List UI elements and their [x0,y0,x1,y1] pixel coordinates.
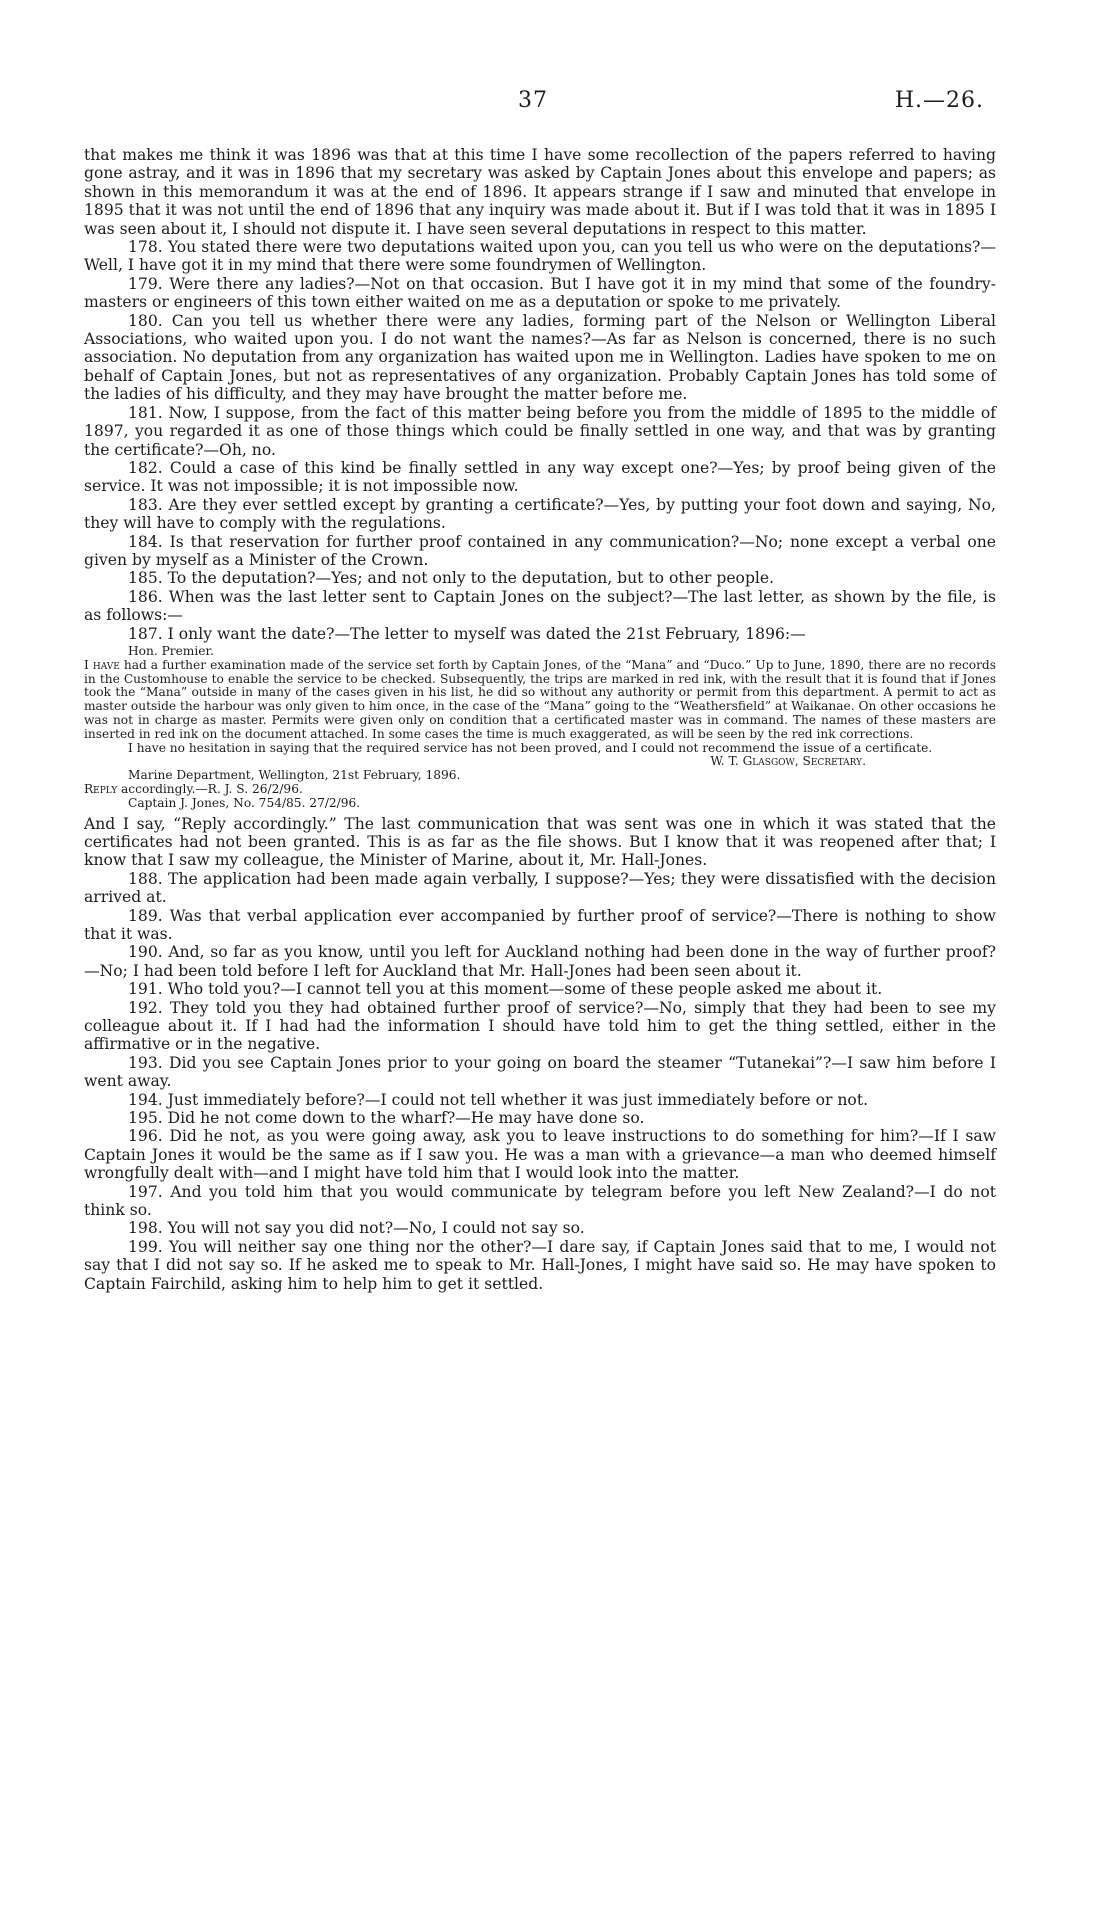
testimony-paragraph: 196. Did he not, as you were going away, ask you to leave instructions to do something for him?—If I saw Captain Jones it would be the same as if I saw you. He was a man with a grievance—a man who deemed himself wrongfully dealt with—and I might have told him that I would look into the matter. [84,1127,996,1183]
letter-signature: W. T. Glasgow, Secretary. [710,754,866,769]
testimony-paragraph: 193. Did you see Captain Jones prior to your going on board the steamer “Tutanekai”?—I saw him before I went away. [84,1053,996,1091]
testimony-paragraph: 198. You will not say you did not?—No, I could not say so. [128,1219,585,1238]
letter-address: Marine Department, Wellington, 21st February, 1896. [128,768,461,783]
testimony-paragraph: 185. To the deputation?—Yes; and not only to the deputation, but to other people. [128,569,775,588]
letter-signature-line [84,755,996,769]
letter-body-text: had a further examination made of the service set forth by Captain Jones, of the “Mana” and “Duco.” Up to June, 1890, there are no records in the Customhouse to enable the service to be checked. Subsequently, the trips are marked in red ink, with the result that it is found that if Jones took the “Mana” outside in many of the cases given in his list, he did so without any authority or permit from this department. A permit to act as master outside the harbour was only given to him once, in the case of the “Mana” going to the “Weathersfield” at Waikanae. On other occasions he was not in charge as master. Permits were given only on condition that a certificated master was in command. The names of these masters are inserted in red ink on the document attached. In some cases the time is much exaggerated, as will be seen by the red ink corrections. [84,657,996,741]
testimony-paragraph: 192. They told you they had obtained further proof of service?—No, simply that they had been to see my colleague about it. If I had had the information I should have told him to get the thing settled, either in the affirmative or in the negative. [84,998,996,1054]
testimony-paragraph: 199. You will neither say one thing nor the other?—I dare say, if Captain Jones said that to me, I would not say that I did not say so. If he asked me to speak to Mr. Hall-Jones, I might have said so. He may have spoken to Captain Fairchild, asking him to help him to get it settled. [84,1237,996,1293]
page-number: 37 [518,88,548,113]
quoted-letter [84,645,996,811]
testimony-paragraph: 194. Just immediately before?—I could not tell whether it was just immediately before or not. [128,1090,869,1109]
testimony-paragraph: 186. When was the last letter sent to Captain Jones on the subject?—The last letter, as shown by the file, is as follows:— [84,587,996,625]
testimony-paragraph: 188. The application had been made again verbally, I suppose?—Yes; they were dissatisfied with the decision arrived at. [84,869,996,907]
letter-body-lead: I have [84,657,120,672]
letter-body [84,659,996,742]
testimony-paragraph: 182. Could a case of this kind be finally settled in any way except one?—Yes; by proof being given of the service. It was not impossible; it is not impossible now. [84,458,996,496]
letter-reply-text: accordingly.—R. J. S. 26/2/96. [117,781,303,796]
testimony-paragraph: 189. Was that verbal application ever accompanied by further proof of service?—There is nothing to show that it was. [84,906,996,943]
page-header [0,88,1114,122]
letter-salutation: Hon. Premier. [128,643,214,658]
testimony-after-letter [84,815,996,1294]
testimony-before-letter [84,146,996,643]
testimony-paragraph: And I say, “Reply accordingly.” The last communication that was sent was one in which it was stated that the certificates had not been granted. This is as far as the file shows. But I know that it was reopened after that; I know that I saw my colleague, the Minister of Marine, about it, Mr. Hall-Jones. [84,814,996,870]
testimony-paragraph: that makes me think it was 1896 was that at this time I have some recollection of the papers referred to having gone astray, and it was in 1896 that my secretary was asked by Captain Jones about this envelope and papers; as shown in this memorandum it was at the end of 1896. It appears strange if I saw and minuted that envelope in 1895 that it was not until the end of 1896 that any inquiry was made about it. But if I was told that it was in 1895 I was seen about it, I should not dispute it. I have seen several deputations in respect to this matter. [84,146,996,238]
testimony-paragraph: 183. Are they ever settled except by granting a certificate?—Yes, by putting your foot down and saying, No, they will have to comply with the regulations. [84,495,996,533]
report-code: H.—26. [894,88,984,113]
testimony-paragraph: 178. You stated there were two deputations waited upon you, can you tell us who were on the deputations?—Well, I have got it in my mind that there were some foundrymen of Wellington. [84,238,996,275]
testimony-paragraph: 181. Now, I suppose, from the fact of this matter being before you from the middle of 1895 to the middle of 1897, you regarded it as one of those things which could be finally settled in one way, and that was by granting the certificate?—Oh, no. [84,403,996,459]
letter-conclusion: I have no hesitation in saying that the required service has not been proved, and I could not recommend the issue of a certificate. [128,740,933,755]
testimony-paragraph: 184. Is that reservation for further proof contained in any communication?—No; none except a verbal one given by myself as a Minister of the Crown. [84,532,996,569]
testimony-paragraph: 190. And, so far as you know, until you left for Auckland nothing had been done in the way of further proof?—No; I had been told before I left for Auckland that Mr. Hall-Jones had been seen about it. [84,943,996,980]
body-text [84,146,996,1293]
letter-reply [84,783,996,797]
testimony-paragraph: 180. Can you tell us whether there were any ladies, forming part of the Nelson or Wellington Liberal Associations, who waited upon you. I do not want the names?—As far as Nelson is concerned, there is no such association. No deputation from any organization has waited upon me in Wellington. Ladies have spoken to me on behalf of Captain Jones, but not as representatives of any organization. Probably Captain Jones has told some of the ladies of his difficulty, and they may have brought the matter before me. [84,311,996,404]
testimony-paragraph: 195. Did he not come down to the wharf?—He may have done so. [128,1109,645,1128]
testimony-paragraph: 179. Were there any ladies?—Not on that occasion. But I have got it in my mind that some of the foundry-masters or engineers of this town either waited on me as a deputation or spoke to me privately. [84,274,996,312]
testimony-paragraph: 191. Who told you?—I cannot tell you at this moment—some of these people asked me about it. [128,980,883,999]
testimony-paragraph: 187. I only want the date?—The letter to myself was dated the 21st February, 1896:— [128,624,806,643]
letter-reply-lead: Reply [84,781,118,796]
letter-file-note: Captain J. Jones, No. 754/85. 27/2/96. [128,795,361,810]
testimony-paragraph: 197. And you told him that you would communicate by telegram before you left New Zealand?—I do not think so. [84,1182,996,1220]
